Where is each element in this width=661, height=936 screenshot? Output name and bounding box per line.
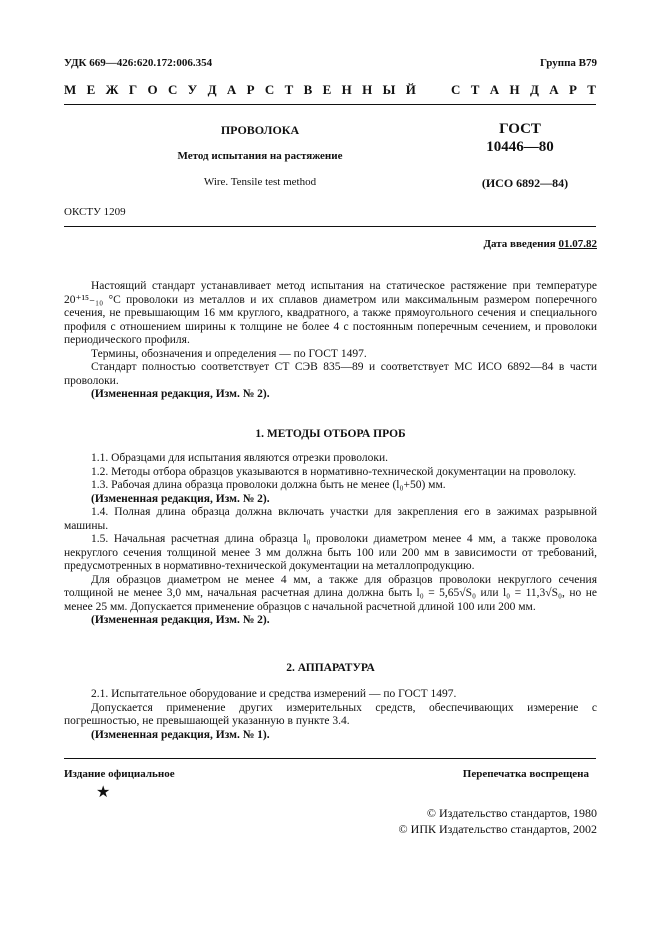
date-value: 01.07.82: [558, 238, 597, 250]
document-subtitle: Метод испытания на растяжение: [177, 150, 343, 162]
copyright-block: [399, 805, 597, 837]
header-rule: [64, 104, 596, 105]
clause: 1.4. Полная длина образца должна включать участки для закрепления его в зажимах разрывной машины.: [64, 506, 597, 532]
introduction-date: [483, 238, 597, 250]
intro-paragraph: Термины, обозначения и определения — по ГОСТ 1497.: [91, 347, 367, 360]
section1-heading: 1. МЕТОДЫ ОТБОРА ПРОБ: [255, 428, 406, 440]
clause: 1.3. Рабочая длина образца проволоки должна быть не менее (l₀+50) мм.: [91, 479, 446, 491]
copyright-line: © ИПК Издательство стандартов, 2002: [398, 822, 597, 836]
reprint-prohibited: Перепечатка воспрещена: [462, 768, 589, 780]
banner-word: С Т А Н Д А Р Т: [451, 82, 596, 97]
amendment-note: (Измененная редакция, Изм. № 2).: [91, 492, 270, 505]
standard-banner: [64, 82, 596, 98]
english-title: Wire. Tensile test method: [203, 176, 317, 188]
amendment-note: (Измененная редакция, Изм. № 1).: [91, 728, 270, 741]
intro-section: [64, 280, 597, 402]
clause: Для образцов диаметром не менее 4 мм, а также для образцов проволоки некруглого сечения толщиной не менее 3,0 мм, начальная расчетная длина должна быть l₀ = 5,65√S₀ или l₀ = 11,3√S₀, но не менее 25 мм. Допускается применение образцов с начальной расчетной длиной 100 или 200 мм.: [64, 573, 597, 613]
footer-rule: [64, 758, 596, 759]
star-icon: ★: [96, 784, 111, 801]
intro-paragraph: Настоящий стандарт устанавливает метод испытания на статическое растяжение при температуре 20⁺¹⁵₋₁₀ °С проволоки из металлов и их сплавов диаметром или максимальным размером поперечного сечения, не превышающим 16 мм круглого, квадратного, а также прямоугольного сечения и специального профиля с отношением ширины к толщине не более 4 с постоянным поперечным сечением, и проволоки периодического профиля.: [64, 280, 597, 346]
gost-number-block: [460, 120, 580, 156]
document-title: ПРОВОЛОКА: [220, 123, 300, 137]
copyright-line: © Издательство стандартов, 1980: [426, 806, 597, 820]
clause: Допускается применение других измерительных средств, обеспечивающих измерение с погрешностью, не превышающей указанную в пункте 3.4.: [64, 701, 597, 727]
clause: 1.1. Образцами для испытания являются отрезки проволоки.: [91, 452, 388, 464]
official-edition: Издание официальное: [64, 768, 175, 780]
amendment-note: (Измененная редакция, Изм. № 2).: [91, 388, 270, 400]
iso-reference: (ИСО 6892—84): [481, 176, 569, 190]
intro-paragraph: Стандарт полностью соответствует СТ СЭВ 835—89 и соответствует МС ИСО 6892—84 в части проволоки.: [64, 361, 597, 387]
section1-body: [64, 452, 597, 628]
clause: 1.2. Методы отбора образцов указываются в нормативно-технической документации на проволоку.: [91, 465, 577, 478]
okstu-code: ОКСТУ 1209: [64, 206, 126, 218]
banner-word: М Е Ж Г О С У Д А Р С Т В Е Н Н Ы Й: [64, 82, 416, 97]
udk-code: УДК 669—426:620.172:006.354: [64, 57, 213, 69]
okstu-rule: [64, 226, 596, 227]
section2-heading: 2. АППАРАТУРА: [286, 662, 375, 674]
clause: 1.5. Начальная расчетная длина образца l₀ проволоки диаметром менее 4 мм, а также проволока некруглого сечения толщиной менее 3 мм должна быть 100 или 200 мм в зависимости от требований, предусмотренных в нормативно-технической документации на металлопродукцию.: [64, 533, 597, 572]
amendment-note: (Измененная редакция, Изм. № 2).: [91, 614, 270, 626]
gost-label: ГОСТ: [499, 121, 541, 137]
date-label: Дата введения: [483, 238, 556, 250]
group-code: Группа В79: [539, 57, 597, 69]
clause: 2.1. Испытательное оборудование и средства измерений — по ГОСТ 1497.: [91, 688, 457, 700]
section2-body: [64, 688, 597, 742]
gost-number: 10446—80: [486, 139, 554, 155]
